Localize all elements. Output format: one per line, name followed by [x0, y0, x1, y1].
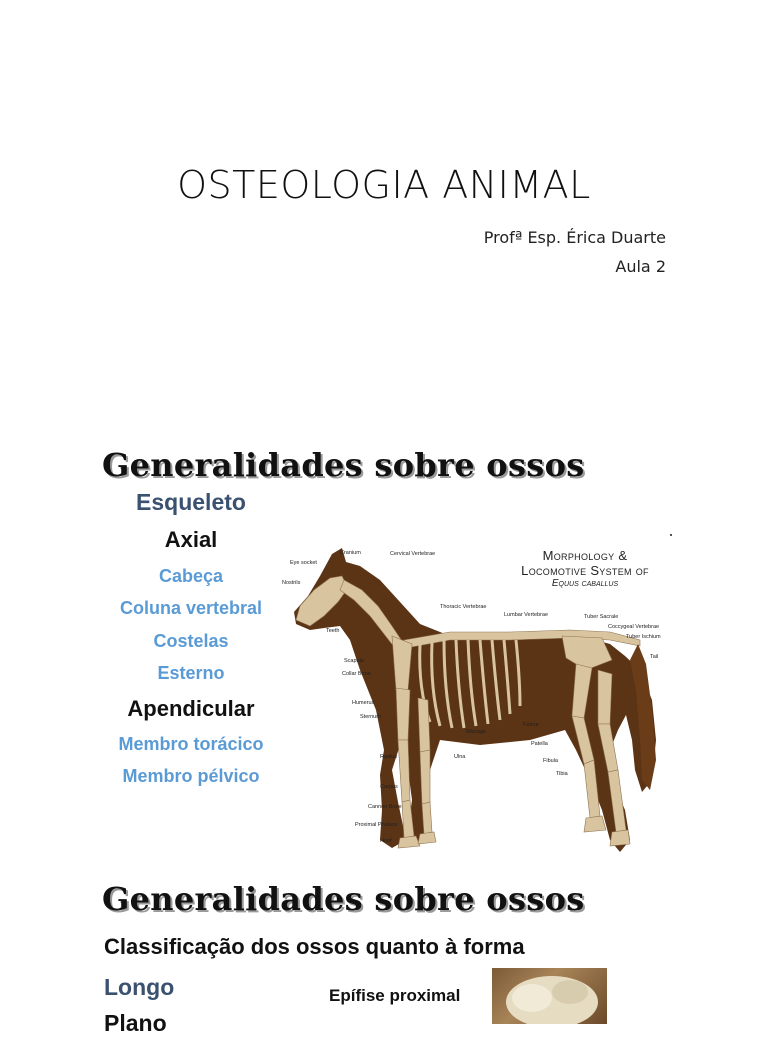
- svg-text:Carpus: Carpus: [380, 784, 398, 790]
- svg-text:Patella: Patella: [531, 741, 548, 747]
- svg-text:Ribcage: Ribcage: [466, 729, 487, 735]
- svg-text:Cervical Vertebrae: Cervical Vertebrae: [390, 551, 436, 557]
- stray-dot: [670, 534, 672, 536]
- axial-item-coluna: Coluna vertebral: [119, 598, 263, 618]
- svg-text:Cannon Bone: Cannon Bone: [368, 804, 402, 810]
- axial-label: Axial: [164, 527, 218, 552]
- plano-label: Plano: [104, 1010, 167, 1036]
- svg-text:Tibia: Tibia: [556, 771, 568, 777]
- svg-text:Tuber Sacrale: Tuber Sacrale: [584, 614, 619, 620]
- figure-title: Morphology & Locomotive System of Equus caballus: [521, 548, 649, 589]
- svg-text:Cranium: Cranium: [340, 550, 361, 556]
- author-name: Profª Esp. Érica Duarte: [483, 228, 666, 247]
- svg-text:Fibula: Fibula: [543, 758, 558, 764]
- svg-text:Ulna: Ulna: [454, 754, 466, 760]
- svg-text:Tail: Tail: [650, 654, 659, 660]
- svg-text:Teeth: Teeth: [326, 628, 340, 634]
- apendicular-label: Apendicular: [127, 696, 255, 721]
- esqueleto-label: Esqueleto: [136, 489, 246, 515]
- apendicular-item-toracico: Membro torácico: [118, 734, 264, 754]
- lesson-number: Aula 2: [615, 257, 666, 276]
- svg-text:Eye socket: Eye socket: [290, 560, 317, 566]
- slide2-heading: Generalidades sobre ossos: [102, 446, 585, 484]
- svg-text:Sternum: Sternum: [360, 714, 381, 720]
- svg-text:Collar Bone: Collar Bone: [342, 671, 371, 677]
- horse-skeleton-illustration: [280, 540, 670, 860]
- svg-text:Hoof: Hoof: [380, 838, 392, 844]
- bone-photo: [492, 968, 607, 1024]
- slide3-heading: Generalidades sobre ossos: [102, 880, 585, 918]
- axial-item-costelas: Costelas: [153, 631, 229, 651]
- svg-text:Humerus: Humerus: [352, 700, 375, 706]
- svg-text:Scapula: Scapula: [344, 658, 364, 664]
- svg-text:Radius: Radius: [380, 754, 398, 760]
- slide-title: OSTEOLOGIA ANIMAL: [177, 163, 591, 207]
- svg-text:Coccygeal Vertebrae: Coccygeal Vertebrae: [608, 624, 660, 630]
- longo-label: Longo: [104, 974, 175, 1000]
- svg-text:Tuber Ischium: Tuber Ischium: [626, 634, 661, 640]
- svg-text:Proximal Phalanx: Proximal Phalanx: [355, 822, 398, 828]
- svg-text:Lumbar Vertebrae: Lumbar Vertebrae: [504, 612, 549, 618]
- apendicular-item-pelvico: Membro pélvico: [122, 766, 260, 786]
- epifise-label: Epífise proximal: [329, 986, 461, 1005]
- classification-heading: Classificação dos ossos quanto à forma: [104, 934, 525, 959]
- axial-item-cabeca: Cabeça: [158, 566, 224, 586]
- axial-item-esterno: Esterno: [157, 663, 225, 683]
- svg-text:Thoracic Vertebrae: Thoracic Vertebrae: [440, 604, 487, 610]
- svg-text:Nostrils: Nostrils: [282, 580, 301, 586]
- svg-text:Femur: Femur: [523, 722, 539, 728]
